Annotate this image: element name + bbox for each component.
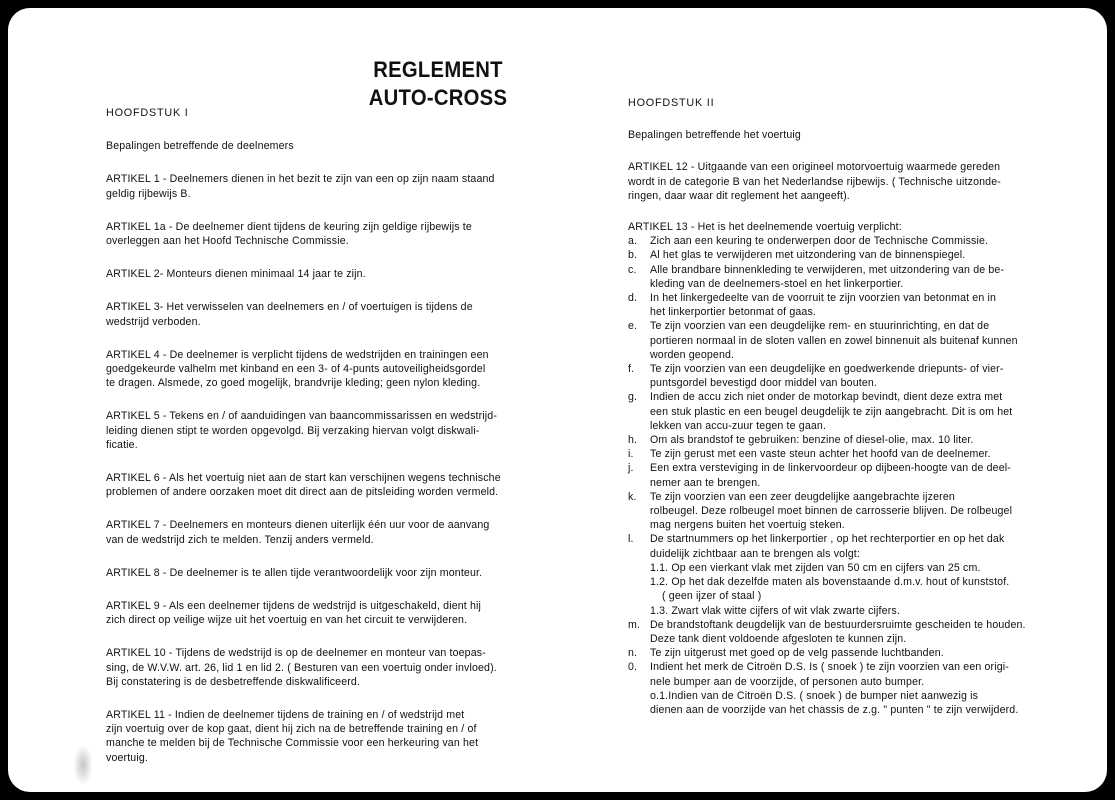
item-line: nele bumper aan de voorzijde, of personen auto bumper. (650, 675, 925, 688)
item-line: De startnummers op het linkerportier , op het rechterportier en op het dak (650, 533, 1005, 546)
item-text (650, 618, 1068, 646)
item-text (650, 433, 1068, 447)
item-line: worden geopend. (650, 348, 735, 361)
article (106, 348, 538, 391)
item-line: Te zijn voorzien van een deugdelijke rem- en stuurinrichting, en dat de (650, 320, 990, 333)
list-item (628, 461, 1068, 489)
chapter-heading: HOOFDSTUK II (628, 97, 715, 109)
ink-smudge (74, 746, 92, 784)
article-line: ARTIKEL 4 - De deelnemer is verplicht tijdens de wedstrijden en trainingen een (106, 348, 489, 361)
article-line: ARTIKEL 3- Het verwisselen van deelnemers en / of voertuigen is tijdens de (106, 301, 473, 314)
left-column (106, 106, 538, 784)
item-text (650, 263, 1068, 291)
document-page (8, 8, 1107, 792)
item-text (650, 660, 1068, 717)
article-13 (628, 220, 1068, 717)
item-subline: 1.2. Op het dak dezelfde maten als bovenstaande d.m.v. hout of kunststof. (650, 576, 1010, 589)
item-text (650, 532, 1068, 617)
item-letter: h. (628, 434, 638, 447)
article-line: ARTIKEL 10 - Tijdens de wedstrijd is op de deelnemer en monteur van toepas- (106, 647, 486, 660)
item-line: o.1.Indien van de Citroën D.S. ( snoek ) de bumper niet aanwezig is (650, 689, 979, 702)
item-line: Al het glas te verwijderen met uitzondering van de binnenspiegel. (650, 249, 966, 262)
item-letter: g. (628, 391, 638, 404)
article-line: sing, de W.V.W. art. 26, lid 1 en lid 2. ( Besturen van een voertuig onder invloed). (106, 661, 497, 674)
item-text (650, 319, 1068, 362)
item-text (650, 646, 1068, 660)
title-line-2: AUTO-CROSS (368, 85, 508, 110)
article-line: Bij constatering is de desbetreffende diskwalificeerd. (106, 675, 361, 688)
article (106, 172, 538, 200)
article (106, 599, 538, 627)
list-item (628, 234, 1068, 248)
item-subline: 1.1. Op een vierkant vlak met zijden van 50 cm en cijfers van 25 cm. (650, 561, 981, 574)
item-text (650, 461, 1068, 489)
article-line: manche te melden bij de Technische Commissie voor een herkeuring van het (106, 737, 479, 750)
item-line: nemer aan te brengen. (650, 476, 761, 489)
item-letter: l. (628, 533, 634, 546)
article (106, 409, 538, 452)
title-line-1: REGLEMENT (373, 57, 503, 82)
document-title (346, 56, 530, 112)
item-line: dienen aan de voorzijde van het chassis de z.g. " punten " te zijn verwijderd. (650, 703, 1019, 716)
item-line: Indient het merk de Citroën D.S. Is ( snoek ) te zijn voorzien van een origi- (650, 661, 1009, 674)
item-letter: b. (628, 249, 638, 262)
article-line: goedgekeurde valhelm met kinband en een 3- of 4-punts autoveiligheidsgordel (106, 363, 486, 376)
article-line: voertuig. (106, 751, 148, 764)
list-item (628, 660, 1068, 717)
item-line: puntsgordel bevestigd door middel van bouten. (650, 377, 878, 390)
item-line: Te zijn uitgerust met goed op de velg passende luchtbanden. (650, 647, 944, 660)
article (106, 566, 538, 580)
item-subline: ( geen ijzer of staal ) (662, 590, 762, 603)
item-text (650, 291, 1068, 319)
article-line: geldig rijbewijs B. (106, 187, 191, 200)
article-line: ARTIKEL 9 - Als een deelnemer tijdens de wedstrijd is uitgeschakeld, dient hij (106, 600, 482, 613)
article (106, 300, 538, 328)
item-line: duidelijk zichtbaar aan te brengen als volgt: (650, 547, 860, 560)
item-letter: j. (628, 462, 634, 475)
item-line: het linkerportier betonmat of gaas. (650, 306, 817, 319)
article-13-items (628, 234, 1068, 717)
item-text (650, 248, 1068, 262)
item-text (650, 234, 1068, 248)
article-heading: ARTIKEL 13 - Het is het deelnemende voertuig verplicht: (628, 221, 902, 234)
article-line: te dragen. Alsmede, zo goed mogelijk, brandvrije kleding; geen nylon kleding. (106, 377, 481, 390)
article-line: wordt in de categorie B van het Nederlandse rijbewijs. ( Technische uitzonde- (628, 175, 1001, 188)
item-line: Te zijn voorzien van een zeer deugdelijke aangebrachte ijzeren (650, 490, 955, 503)
item-letter: m. (628, 618, 641, 631)
item-line: Een extra versteviging in de linkervoordeur op dijbeen-hoogte van de deel- (650, 462, 1011, 475)
article (106, 518, 538, 546)
item-letter: k. (628, 490, 637, 503)
item-line: Deze tank dient voldoende afgesloten te kunnen zijn. (650, 632, 907, 645)
article-line: ARTIKEL 11 - Indien de deelnemer tijdens de training en / of wedstrijd met (106, 709, 465, 722)
chapter-subtitle: Bepalingen betreffende het voertuig (628, 129, 801, 142)
item-line: Te zijn voorzien van een deugdelijke en goedwerkende driepunts- of vier- (650, 363, 1004, 376)
item-line: In het linkergedeelte van de voorruit te zijn voorzien van betonmat en in (650, 292, 997, 305)
chapter-heading: HOOFDSTUK I (106, 107, 189, 119)
article-line: leiding dienen stipt te worden opgevolgd. Bij verzaking hiervan volgt diskwali- (106, 424, 480, 437)
right-column (628, 96, 1068, 734)
item-line: portieren normaal in de sloten vallen en zowel binnenuit als buitenaf kunnen (650, 334, 1018, 347)
item-sublines (650, 561, 1068, 618)
item-letter: n. (628, 647, 638, 660)
article (106, 646, 538, 689)
article (106, 220, 538, 248)
item-line: Indien de accu zich niet onder de motorkap bevindt, dient deze extra met (650, 391, 1003, 404)
list-item (628, 390, 1068, 433)
article-line: wedstrijd verboden. (106, 315, 201, 328)
article-line: ARTIKEL 7 - Deelnemers en monteurs dienen uiterlijk één uur voor de aanvang (106, 519, 490, 532)
article-line: ARTIKEL 1a - De deelnemer dient tijdens de keuring zijn geldige rijbewijs te (106, 220, 472, 233)
article-line: overleggen aan het Hoofd Technische Commissie. (106, 235, 349, 248)
article (106, 471, 538, 499)
article (106, 267, 538, 281)
item-line: Om als brandstof te gebruiken: benzine of diesel-olie, max. 10 liter. (650, 434, 974, 447)
list-item (628, 433, 1068, 447)
article-line: van de wedstrijd zich te melden. Tenzij anders vermeld. (106, 533, 374, 546)
article-line: zich direct op veilige wijze uit het voertuig en van het circuit te verwijderen. (106, 614, 468, 627)
list-item (628, 248, 1068, 262)
item-line: De brandstoftank deugdelijk van de bestuurdersruimte gescheiden te houden. (650, 618, 1026, 631)
article-line: problemen of andere oorzaken moet dit direct aan de pitsleiding worden vermeld. (106, 486, 499, 499)
list-item (628, 532, 1068, 617)
list-item (628, 263, 1068, 291)
chapter-subtitle: Bepalingen betreffende de deelnemers (106, 140, 294, 153)
list-item (628, 447, 1068, 461)
item-letter: a. (628, 235, 638, 248)
article-line: ARTIKEL 2- Monteurs dienen minimaal 14 jaar te zijn. (106, 268, 366, 281)
article-line: ringen, daar waar dit reglement het aangeeft). (628, 189, 850, 202)
item-subline: 1.3. Zwart vlak witte cijfers of wit vlak zwarte cijfers. (650, 604, 900, 617)
list-item (628, 319, 1068, 362)
item-text (650, 447, 1068, 461)
item-text (650, 390, 1068, 433)
list-item (628, 646, 1068, 660)
article-list (106, 172, 538, 764)
item-line: Te zijn gerust met een vaste steun achter het hoofd van de deelnemer. (650, 448, 991, 461)
list-item (628, 490, 1068, 533)
article (106, 708, 538, 765)
item-letter: 0. (628, 661, 638, 674)
item-line: rolbeugel. Deze rolbeugel moet binnen de carrosserie blijven. De rolbeugel (650, 505, 1013, 518)
article-line: ARTIKEL 6 - Als het voertuig niet aan de start kan verschijnen wegens technische (106, 472, 501, 485)
list-item (628, 362, 1068, 390)
item-letter: d. (628, 292, 638, 305)
article-12 (628, 160, 1068, 203)
item-line: een stuk plastic en een beugel deugdelijk te zijn aangebracht. Dit is om het (650, 405, 1013, 418)
article-line: ficatie. (106, 438, 138, 451)
item-letter: c. (628, 263, 637, 276)
article-line: ARTIKEL 12 - Uitgaande van een origineel motorvoertuig waarmede gereden (628, 161, 1001, 174)
article-line: ARTIKEL 1 - Deelnemers dienen in het bezit te zijn van een op zijn naam staand (106, 173, 495, 186)
item-text (650, 362, 1068, 390)
article-line: ARTIKEL 8 - De deelnemer is te allen tijde verantwoordelijk voor zijn monteur. (106, 566, 483, 579)
item-line: Alle brandbare binnenkleding te verwijderen, met uitzondering van de be- (650, 263, 1005, 276)
item-letter: e. (628, 320, 638, 333)
item-line: lekken van accu-zuur tegen te gaan. (650, 419, 827, 432)
item-line: kleding van de deelnemers-stoel en het linkerportier. (650, 277, 904, 290)
item-line: Zich aan een keuring te onderwerpen door de Technische Commissie. (650, 235, 989, 248)
article-line: zijn voertuig over de kop gaat, dient hij zich na de betreffende training en / of (106, 723, 477, 736)
item-line: mag nergens buiten het voertuig steken. (650, 519, 845, 532)
item-letter: f. (628, 363, 635, 376)
list-item (628, 618, 1068, 646)
item-letter: i. (628, 448, 634, 461)
article-line: ARTIKEL 5 - Tekens en / of aanduidingen van baancommissarissen en wedstrijd- (106, 410, 498, 423)
list-item (628, 291, 1068, 319)
item-text (650, 490, 1068, 533)
